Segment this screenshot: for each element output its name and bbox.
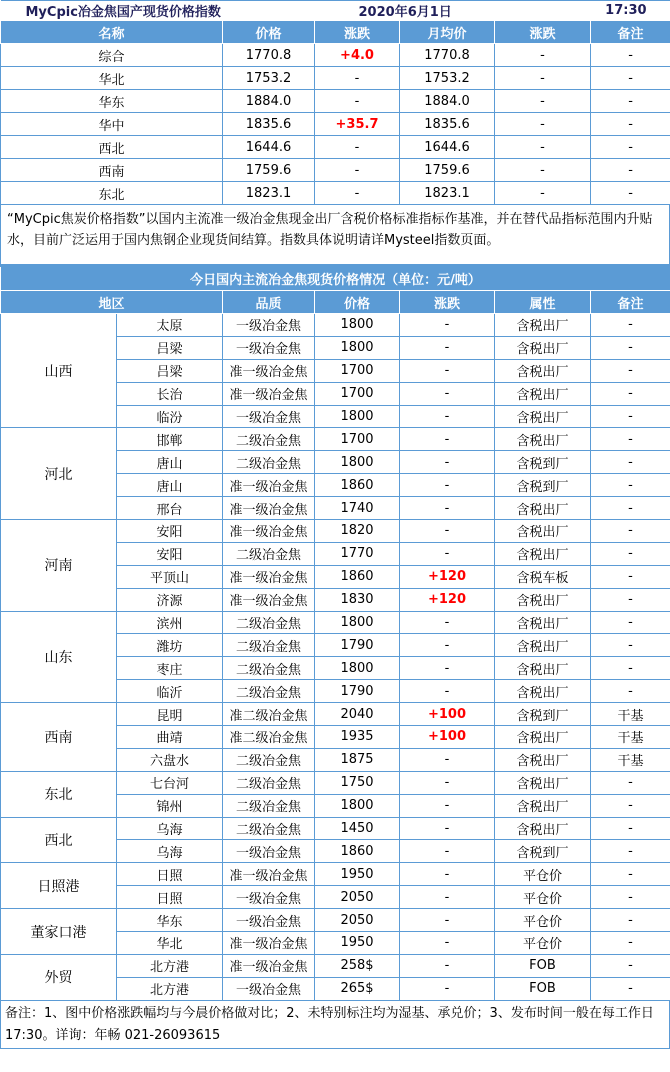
change-cell: - bbox=[400, 520, 495, 543]
change-cell: +100 bbox=[400, 726, 495, 749]
attr-cell: 含税到厂 bbox=[495, 474, 591, 497]
index-name-cell: 华中 bbox=[1, 113, 223, 136]
change-cell: - bbox=[400, 840, 495, 863]
index-monthly-cell: 1835.6 bbox=[400, 113, 495, 136]
attr-cell: 含税出厂 bbox=[495, 542, 591, 565]
note-cell: - bbox=[591, 588, 670, 611]
note-cell: - bbox=[591, 657, 670, 680]
price-cell: 1950 bbox=[315, 863, 400, 886]
note-cell: - bbox=[591, 909, 670, 932]
index-change-cell: - bbox=[315, 67, 400, 90]
attr-cell: 含税出厂 bbox=[495, 405, 591, 428]
quality-cell: 二级冶金焦 bbox=[223, 680, 315, 703]
table-row bbox=[1, 954, 670, 977]
price-cell: 1800 bbox=[315, 611, 400, 634]
index-change-cell: - bbox=[315, 90, 400, 113]
note-cell: - bbox=[591, 634, 670, 657]
attr-cell: FOB bbox=[495, 977, 591, 1000]
quality-cell: 二级冶金焦 bbox=[223, 657, 315, 680]
change-cell: - bbox=[400, 771, 495, 794]
attr-cell: 含税出厂 bbox=[495, 634, 591, 657]
spot-table bbox=[0, 265, 670, 1001]
quality-cell: 一级冶金焦 bbox=[223, 909, 315, 932]
attr-cell: 含税出厂 bbox=[495, 657, 591, 680]
index-note-cell: - bbox=[591, 44, 670, 67]
quality-cell: 准一级冶金焦 bbox=[223, 932, 315, 955]
attr-cell: 含税车板 bbox=[495, 565, 591, 588]
attr-cell: 含税到厂 bbox=[495, 451, 591, 474]
note-cell: - bbox=[591, 336, 670, 359]
note-cell: - bbox=[591, 565, 670, 588]
col-header-price: 价格 bbox=[315, 291, 400, 314]
change-cell: - bbox=[400, 886, 495, 909]
price-cell: 1800 bbox=[315, 451, 400, 474]
quality-cell: 二级冶金焦 bbox=[223, 611, 315, 634]
region-cell: 董家口港 bbox=[1, 909, 117, 955]
city-cell: 太原 bbox=[117, 314, 223, 337]
index-price-cell: 1644.6 bbox=[223, 136, 315, 159]
region-cell: 西南 bbox=[1, 703, 117, 772]
city-cell: 济源 bbox=[117, 588, 223, 611]
quality-cell: 准二级冶金焦 bbox=[223, 703, 315, 726]
price-cell: 1740 bbox=[315, 497, 400, 520]
city-cell: 六盘水 bbox=[117, 748, 223, 771]
note-cell: - bbox=[591, 977, 670, 1000]
attr-cell: 平仓价 bbox=[495, 863, 591, 886]
attr-cell: 含税出厂 bbox=[495, 611, 591, 634]
note-cell: - bbox=[591, 817, 670, 840]
quality-cell: 一级冶金焦 bbox=[223, 405, 315, 428]
table-row bbox=[1, 611, 670, 634]
note-cell: - bbox=[591, 451, 670, 474]
quality-cell: 一级冶金焦 bbox=[223, 886, 315, 909]
attr-cell: 含税出厂 bbox=[495, 428, 591, 451]
price-cell: 1820 bbox=[315, 520, 400, 543]
col-header-change: 涨跌 bbox=[315, 21, 400, 44]
header-row bbox=[1, 1, 670, 21]
col-header-name: 名称 bbox=[1, 21, 223, 44]
index-rows bbox=[1, 44, 670, 205]
change-cell: - bbox=[400, 680, 495, 703]
change-cell: - bbox=[400, 336, 495, 359]
price-cell: 1800 bbox=[315, 405, 400, 428]
city-cell: 临沂 bbox=[117, 680, 223, 703]
quality-cell: 准一级冶金焦 bbox=[223, 474, 315, 497]
col-header-quality: 品质 bbox=[223, 291, 315, 314]
city-cell: 安阳 bbox=[117, 542, 223, 565]
table-row bbox=[1, 703, 670, 726]
city-cell: 潍坊 bbox=[117, 634, 223, 657]
note-cell: - bbox=[591, 520, 670, 543]
quality-cell: 一级冶金焦 bbox=[223, 314, 315, 337]
price-cell: 2050 bbox=[315, 886, 400, 909]
note-cell: - bbox=[591, 954, 670, 977]
note-cell: - bbox=[591, 611, 670, 634]
city-cell: 吕梁 bbox=[117, 359, 223, 382]
quality-cell: 二级冶金焦 bbox=[223, 817, 315, 840]
index-header-row bbox=[1, 21, 670, 44]
price-cell: 1770 bbox=[315, 542, 400, 565]
change-cell: - bbox=[400, 794, 495, 817]
city-cell: 昆明 bbox=[117, 703, 223, 726]
change-cell: +120 bbox=[400, 588, 495, 611]
city-cell: 安阳 bbox=[117, 520, 223, 543]
price-cell: 1450 bbox=[315, 817, 400, 840]
quality-cell: 一级冶金焦 bbox=[223, 840, 315, 863]
change-cell: - bbox=[400, 451, 495, 474]
city-cell: 七台河 bbox=[117, 771, 223, 794]
price-cell: 1750 bbox=[315, 771, 400, 794]
quality-cell: 二级冶金焦 bbox=[223, 748, 315, 771]
col-header-change: 涨跌 bbox=[400, 291, 495, 314]
change-cell: - bbox=[400, 977, 495, 1000]
change-cell: - bbox=[400, 474, 495, 497]
attr-cell: 含税到厂 bbox=[495, 840, 591, 863]
quality-cell: 二级冶金焦 bbox=[223, 771, 315, 794]
quality-cell: 准一级冶金焦 bbox=[223, 588, 315, 611]
footnote: 备注：1、图中价格涨跌幅均与今晨价格做对比；2、未特别标注均为湿基、承兑价；3、发布时间一般在每工作日17:30。详询：年畅 021-26093615 bbox=[0, 1001, 670, 1049]
price-cell: 1800 bbox=[315, 314, 400, 337]
index-change2-cell: - bbox=[495, 159, 591, 182]
quality-cell: 准一级冶金焦 bbox=[223, 497, 315, 520]
region-cell: 西北 bbox=[1, 817, 117, 863]
price-cell: 1875 bbox=[315, 748, 400, 771]
change-cell: - bbox=[400, 748, 495, 771]
table-row bbox=[1, 909, 670, 932]
note-cell: 干基 bbox=[591, 748, 670, 771]
price-cell: 258$ bbox=[315, 954, 400, 977]
table-row bbox=[1, 159, 670, 182]
table-row bbox=[1, 44, 670, 67]
city-cell: 枣庄 bbox=[117, 657, 223, 680]
city-cell: 乌海 bbox=[117, 817, 223, 840]
region-cell: 日照港 bbox=[1, 863, 117, 909]
price-cell: 1860 bbox=[315, 474, 400, 497]
index-price-cell: 1770.8 bbox=[223, 44, 315, 67]
index-price-cell: 1823.1 bbox=[223, 182, 315, 205]
col-header-note: 备注 bbox=[591, 291, 670, 314]
index-monthly-cell: 1644.6 bbox=[400, 136, 495, 159]
price-cell: 1860 bbox=[315, 565, 400, 588]
city-cell: 华东 bbox=[117, 909, 223, 932]
region-cell: 山东 bbox=[1, 611, 117, 703]
price-cell: 2040 bbox=[315, 703, 400, 726]
table-row bbox=[1, 182, 670, 205]
city-cell: 锦州 bbox=[117, 794, 223, 817]
city-cell: 日照 bbox=[117, 863, 223, 886]
change-cell: - bbox=[400, 863, 495, 886]
index-change-cell: - bbox=[315, 136, 400, 159]
attr-cell: FOB bbox=[495, 954, 591, 977]
index-monthly-cell: 1753.2 bbox=[400, 67, 495, 90]
attr-cell: 含税出厂 bbox=[495, 748, 591, 771]
city-cell: 滨州 bbox=[117, 611, 223, 634]
table-row bbox=[1, 90, 670, 113]
attr-cell: 平仓价 bbox=[495, 886, 591, 909]
index-name-cell: 西北 bbox=[1, 136, 223, 159]
region-cell: 山西 bbox=[1, 314, 117, 428]
table-row bbox=[1, 314, 670, 337]
change-cell: - bbox=[400, 542, 495, 565]
change-cell: - bbox=[400, 382, 495, 405]
city-cell: 平顶山 bbox=[117, 565, 223, 588]
index-change2-cell: - bbox=[495, 136, 591, 159]
change-cell: - bbox=[400, 405, 495, 428]
price-cell: 1700 bbox=[315, 428, 400, 451]
change-cell: - bbox=[400, 314, 495, 337]
spot-rows bbox=[1, 314, 670, 1001]
note-cell: - bbox=[591, 497, 670, 520]
spot-header-row bbox=[1, 291, 670, 314]
quality-cell: 一级冶金焦 bbox=[223, 336, 315, 359]
attr-cell: 含税出厂 bbox=[495, 336, 591, 359]
report-date: 2020年6月1日 bbox=[315, 1, 591, 21]
price-cell: 1800 bbox=[315, 336, 400, 359]
attr-cell: 平仓价 bbox=[495, 909, 591, 932]
note-cell: - bbox=[591, 886, 670, 909]
quality-cell: 准一级冶金焦 bbox=[223, 359, 315, 382]
change-cell: - bbox=[400, 657, 495, 680]
attr-cell: 平仓价 bbox=[495, 932, 591, 955]
index-name-cell: 西南 bbox=[1, 159, 223, 182]
quality-cell: 准一级冶金焦 bbox=[223, 382, 315, 405]
change-cell: - bbox=[400, 634, 495, 657]
index-name-cell: 东北 bbox=[1, 182, 223, 205]
note-cell: - bbox=[591, 680, 670, 703]
city-cell: 临汾 bbox=[117, 405, 223, 428]
city-cell: 曲靖 bbox=[117, 726, 223, 749]
index-table bbox=[0, 0, 670, 205]
index-monthly-cell: 1884.0 bbox=[400, 90, 495, 113]
change-cell: +120 bbox=[400, 565, 495, 588]
index-name-cell: 综合 bbox=[1, 44, 223, 67]
index-change-cell: - bbox=[315, 182, 400, 205]
report-time: 17:30 bbox=[591, 1, 670, 21]
note-cell: - bbox=[591, 542, 670, 565]
index-note-cell: - bbox=[591, 90, 670, 113]
index-note-cell: - bbox=[591, 182, 670, 205]
attr-cell: 含税出厂 bbox=[495, 382, 591, 405]
note-cell: - bbox=[591, 474, 670, 497]
note-cell: - bbox=[591, 863, 670, 886]
change-cell: - bbox=[400, 954, 495, 977]
attr-cell: 含税出厂 bbox=[495, 359, 591, 382]
note-cell: - bbox=[591, 314, 670, 337]
region-cell: 外贸 bbox=[1, 954, 117, 1000]
city-cell: 邯郸 bbox=[117, 428, 223, 451]
note-cell: - bbox=[591, 428, 670, 451]
change-cell: - bbox=[400, 932, 495, 955]
quality-cell: 一级冶金焦 bbox=[223, 977, 315, 1000]
index-change-cell: - bbox=[315, 159, 400, 182]
table-row bbox=[1, 67, 670, 90]
index-description: “MyCpic焦炭价格指数”以国内主流准一级冶金焦现金出厂含税价格标准指标作基准，并在替代品指标范围内升贴水，目前广泛运用于国内焦钢企业现货间结算。指数具体说明请详Mysteel指数页面。 bbox=[0, 205, 670, 265]
change-cell: +100 bbox=[400, 703, 495, 726]
index-price-cell: 1835.6 bbox=[223, 113, 315, 136]
table-row bbox=[1, 817, 670, 840]
attr-cell: 含税到厂 bbox=[495, 703, 591, 726]
change-cell: - bbox=[400, 817, 495, 840]
index-note-cell: - bbox=[591, 159, 670, 182]
attr-cell: 含税出厂 bbox=[495, 680, 591, 703]
change-cell: - bbox=[400, 497, 495, 520]
change-cell: - bbox=[400, 359, 495, 382]
quality-cell: 二级冶金焦 bbox=[223, 794, 315, 817]
attr-cell: 含税出厂 bbox=[495, 497, 591, 520]
note-cell: 干基 bbox=[591, 703, 670, 726]
note-cell: - bbox=[591, 771, 670, 794]
price-cell: 265$ bbox=[315, 977, 400, 1000]
city-cell: 乌海 bbox=[117, 840, 223, 863]
change-cell: - bbox=[400, 909, 495, 932]
table-row bbox=[1, 771, 670, 794]
price-cell: 1800 bbox=[315, 794, 400, 817]
spot-title-row bbox=[1, 266, 670, 291]
index-price-cell: 1884.0 bbox=[223, 90, 315, 113]
city-cell: 吕梁 bbox=[117, 336, 223, 359]
price-cell: 1790 bbox=[315, 680, 400, 703]
attr-cell: 含税出厂 bbox=[495, 588, 591, 611]
attr-cell: 含税出厂 bbox=[495, 817, 591, 840]
city-cell: 日照 bbox=[117, 886, 223, 909]
city-cell: 唐山 bbox=[117, 474, 223, 497]
quality-cell: 准一级冶金焦 bbox=[223, 565, 315, 588]
quality-cell: 二级冶金焦 bbox=[223, 634, 315, 657]
index-change2-cell: - bbox=[495, 67, 591, 90]
index-note-cell: - bbox=[591, 136, 670, 159]
index-price-cell: 1759.6 bbox=[223, 159, 315, 182]
quality-cell: 二级冶金焦 bbox=[223, 451, 315, 474]
index-monthly-cell: 1770.8 bbox=[400, 44, 495, 67]
price-cell: 1790 bbox=[315, 634, 400, 657]
index-change2-cell: - bbox=[495, 44, 591, 67]
table-row bbox=[1, 520, 670, 543]
index-change2-cell: - bbox=[495, 113, 591, 136]
region-cell: 河南 bbox=[1, 520, 117, 612]
attr-cell: 含税出厂 bbox=[495, 771, 591, 794]
table-row bbox=[1, 863, 670, 886]
attr-cell: 含税出厂 bbox=[495, 520, 591, 543]
attr-cell: 含税出厂 bbox=[495, 314, 591, 337]
price-cell: 1700 bbox=[315, 359, 400, 382]
index-price-cell: 1753.2 bbox=[223, 67, 315, 90]
page-title: MyCpic冶金焦国产现货价格指数 bbox=[1, 1, 315, 21]
table-row bbox=[1, 113, 670, 136]
index-name-cell: 华东 bbox=[1, 90, 223, 113]
city-cell: 北方港 bbox=[117, 954, 223, 977]
note-cell: - bbox=[591, 405, 670, 428]
region-cell: 东北 bbox=[1, 771, 117, 817]
index-change-cell: +35.7 bbox=[315, 113, 400, 136]
table-row bbox=[1, 136, 670, 159]
col-header-monthly: 月均价 bbox=[400, 21, 495, 44]
price-cell: 2050 bbox=[315, 909, 400, 932]
col-header-attr: 属性 bbox=[495, 291, 591, 314]
quality-cell: 二级冶金焦 bbox=[223, 428, 315, 451]
note-cell: - bbox=[591, 840, 670, 863]
quality-cell: 准二级冶金焦 bbox=[223, 726, 315, 749]
note-cell: - bbox=[591, 382, 670, 405]
note-cell: 干基 bbox=[591, 726, 670, 749]
price-cell: 1860 bbox=[315, 840, 400, 863]
index-name-cell: 华北 bbox=[1, 67, 223, 90]
attr-cell: 含税出厂 bbox=[495, 726, 591, 749]
index-monthly-cell: 1759.6 bbox=[400, 159, 495, 182]
index-change2-cell: - bbox=[495, 182, 591, 205]
spot-table-title: 今日国内主流冶金焦现货价格情况（单位：元/吨） bbox=[1, 266, 670, 291]
index-change-cell: +4.0 bbox=[315, 44, 400, 67]
quality-cell: 准一级冶金焦 bbox=[223, 863, 315, 886]
col-header-region: 地区 bbox=[1, 291, 223, 314]
index-note-cell: - bbox=[591, 113, 670, 136]
note-cell: - bbox=[591, 359, 670, 382]
price-cell: 1950 bbox=[315, 932, 400, 955]
attr-cell: 含税出厂 bbox=[495, 794, 591, 817]
price-cell: 1800 bbox=[315, 657, 400, 680]
col-header-note: 备注 bbox=[591, 21, 670, 44]
region-cell: 河北 bbox=[1, 428, 117, 520]
quality-cell: 准一级冶金焦 bbox=[223, 520, 315, 543]
quality-cell: 准一级冶金焦 bbox=[223, 954, 315, 977]
city-cell: 华北 bbox=[117, 932, 223, 955]
index-monthly-cell: 1823.1 bbox=[400, 182, 495, 205]
change-cell: - bbox=[400, 428, 495, 451]
price-cell: 1830 bbox=[315, 588, 400, 611]
quality-cell: 二级冶金焦 bbox=[223, 542, 315, 565]
city-cell: 邢台 bbox=[117, 497, 223, 520]
change-cell: - bbox=[400, 611, 495, 634]
city-cell: 长治 bbox=[117, 382, 223, 405]
note-cell: - bbox=[591, 932, 670, 955]
col-header-change2: 涨跌 bbox=[495, 21, 591, 44]
city-cell: 北方港 bbox=[117, 977, 223, 1000]
col-header-price: 价格 bbox=[223, 21, 315, 44]
index-note-cell: - bbox=[591, 67, 670, 90]
index-change2-cell: - bbox=[495, 90, 591, 113]
table-row bbox=[1, 428, 670, 451]
price-cell: 1700 bbox=[315, 382, 400, 405]
note-cell: - bbox=[591, 794, 670, 817]
price-cell: 1935 bbox=[315, 726, 400, 749]
city-cell: 唐山 bbox=[117, 451, 223, 474]
